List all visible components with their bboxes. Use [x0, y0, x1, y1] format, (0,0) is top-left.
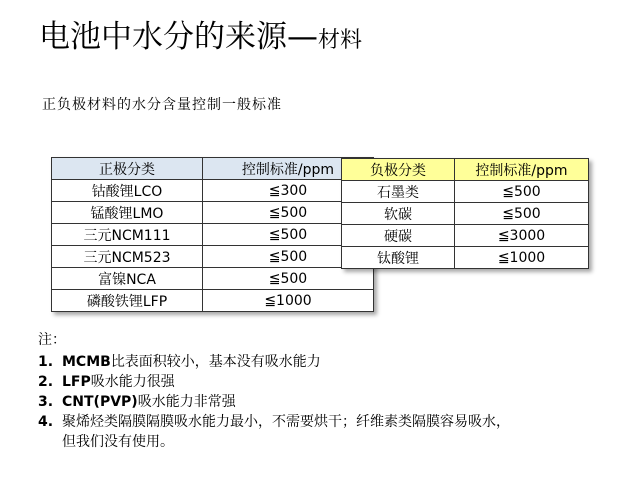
positive-material-table	[51, 157, 374, 312]
title-main: 电池中水分的来源	[39, 19, 287, 55]
note-keyword: MCMB	[62, 354, 111, 370]
note-body: 比表面积较小，基本没有吸水能力	[110, 354, 321, 370]
title-dash: —	[287, 19, 318, 55]
standard-cell: ≦1000	[455, 247, 589, 269]
table-row	[52, 224, 374, 246]
note-text	[62, 352, 321, 372]
note-item	[38, 372, 510, 392]
note-number: 3.	[38, 394, 54, 410]
column-header: 控制标准/ppm	[455, 159, 589, 181]
negative-material-table	[341, 158, 589, 269]
note-text	[62, 412, 510, 452]
note-body: 吸水能力非常强	[137, 394, 236, 410]
note-body: 聚烯烃类隔膜隔膜吸水能力最小，不需要烘干；纤维素类隔膜容易吸水， 但我们没有使用。	[62, 414, 510, 450]
title-sub: 材料	[318, 28, 363, 53]
note-item	[38, 412, 510, 452]
note-text	[62, 372, 175, 392]
table-row	[342, 181, 589, 203]
note-number: 4.	[38, 414, 54, 430]
table-row	[342, 247, 589, 269]
note-item	[38, 392, 510, 412]
table-row	[52, 268, 374, 290]
note-text	[62, 392, 236, 412]
table-row	[52, 180, 374, 202]
standard-cell: ≦500	[455, 181, 589, 203]
note-keyword: LFP	[62, 374, 91, 390]
material-cell: 磷酸铁锂LFP	[52, 290, 203, 312]
standard-cell: ≦1000	[203, 290, 374, 312]
note-number: 1.	[38, 354, 54, 370]
material-cell: 软碳	[342, 203, 455, 225]
column-header: 正极分类	[52, 158, 203, 180]
notes-heading: 注：	[38, 332, 66, 348]
standard-cell: ≦3000	[455, 225, 589, 247]
table-row	[52, 290, 374, 312]
page-title	[39, 19, 363, 55]
table-row	[342, 203, 589, 225]
table-row	[342, 225, 589, 247]
table-row	[52, 246, 374, 268]
standard-cell: ≦500	[455, 203, 589, 225]
standard-cell: ≦500	[203, 268, 374, 290]
subtitle: 正负极材料的水分含量控制一般标准	[42, 97, 282, 113]
table-row	[52, 202, 374, 224]
standard-cell: ≦500	[203, 246, 374, 268]
material-cell: 三元NCM523	[52, 246, 203, 268]
note-keyword: CNT(PVP)	[62, 394, 138, 410]
material-cell: 石墨类	[342, 181, 455, 203]
material-cell: 钴酸锂LCO	[52, 180, 203, 202]
material-cell: 锰酸锂LMO	[52, 202, 203, 224]
column-header: 控制标准/ppm	[203, 158, 374, 180]
standard-cell: ≦500	[203, 202, 374, 224]
notes-list	[38, 352, 510, 452]
note-item	[38, 352, 510, 372]
standard-cell: ≦300	[203, 180, 374, 202]
note-number: 2.	[38, 374, 54, 390]
material-cell: 钛酸锂	[342, 247, 455, 269]
standard-cell: ≦500	[203, 224, 374, 246]
note-body: 吸水能力很强	[90, 374, 175, 390]
material-cell: 三元NCM111	[52, 224, 203, 246]
material-cell: 富镍NCA	[52, 268, 203, 290]
column-header: 负极分类	[342, 159, 455, 181]
notes-section	[38, 330, 510, 452]
table-header-row	[342, 159, 589, 181]
table-header-row	[52, 158, 374, 180]
material-cell: 硬碳	[342, 225, 455, 247]
